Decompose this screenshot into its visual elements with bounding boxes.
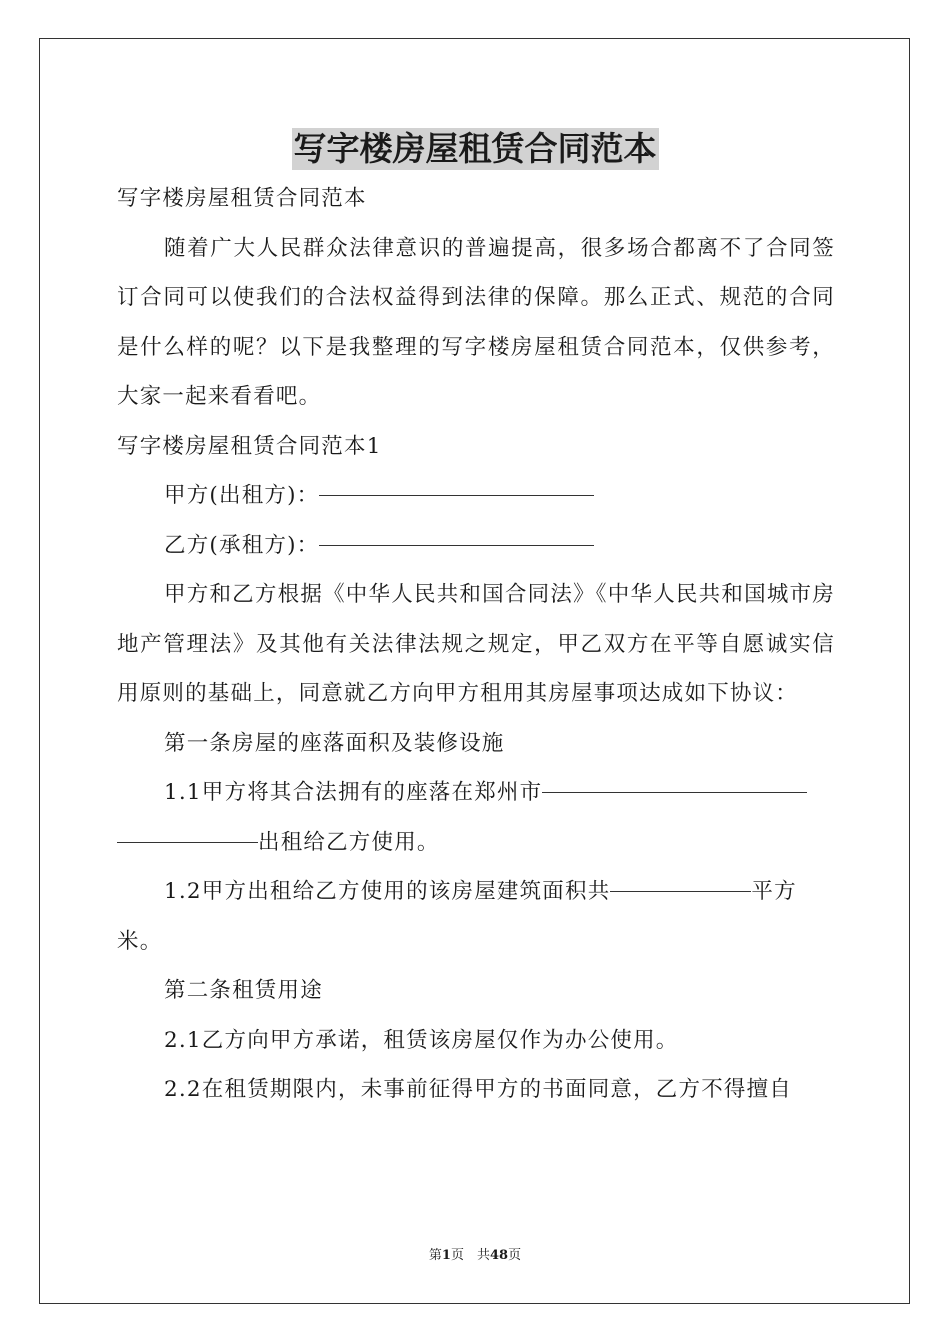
clause-2-2: 2.2在租赁期限内，未事前征得甲方的书面同意，乙方不得擅自 bbox=[164, 1077, 792, 1102]
intro-paragraph: 随着广大人民群众法律意识的普遍提高，很多场合都离不了合同签订合同可以使我们的合法权益得到法律的保障。那么正式、规范的合同是什么样的呢？以下是我整理的写字楼房屋租赁合同范本，仅供参考，大家一起来看看吧。 bbox=[117, 235, 835, 409]
party-a-blank bbox=[319, 494, 594, 496]
footer-prefix: 第 bbox=[428, 1248, 442, 1263]
clause-1-2-text: 1.2甲方出租给乙方使用的该房屋建筑面积共 bbox=[164, 879, 611, 904]
page-footer bbox=[0, 1247, 950, 1265]
clause-1-1-end: 出租给乙方使用。 bbox=[258, 829, 440, 855]
article-2-title: 第二条租赁用途 bbox=[164, 978, 323, 1003]
clause-1-2-line-2: 米。 bbox=[117, 928, 163, 954]
section-heading: 写字楼房屋租赁合同范本1 bbox=[117, 433, 382, 459]
party-b-label: 乙方(承租方)： bbox=[164, 532, 320, 558]
document-body bbox=[117, 174, 835, 1115]
document-title: 写字楼房屋租赁合同范本 bbox=[293, 129, 657, 168]
footer-suffix: 页 bbox=[508, 1248, 522, 1263]
agreement-paragraph: 甲方和乙方根据《中华人民共和国合同法》《中华人民共和国城市房地产管理法》及其他有关法律法规之规定，甲乙双方在平等自愿诚实信用原则的基础上，同意就乙方向甲方租用其房屋事项达成如下协议： bbox=[117, 582, 835, 706]
party-a-label: 甲方(出租方)： bbox=[164, 483, 320, 508]
document-subtitle: 写字楼房屋租赁合同范本 bbox=[117, 186, 367, 211]
footer-current-page: 1 bbox=[441, 1248, 451, 1263]
address-blank-1 bbox=[542, 791, 807, 793]
clause-1-1-line-1 bbox=[117, 768, 835, 818]
address-blank-2 bbox=[117, 841, 258, 843]
clause-1-1-text: 1.1甲方将其合法拥有的座落在郑州市 bbox=[164, 780, 543, 805]
footer-total-pages: 48 bbox=[489, 1248, 509, 1263]
area-blank bbox=[610, 890, 751, 892]
clause-1-2-line-1 bbox=[117, 867, 835, 917]
party-b-blank bbox=[319, 544, 594, 546]
footer-mid: 页 共 bbox=[450, 1248, 490, 1263]
party-a-line bbox=[117, 471, 835, 521]
party-b-line bbox=[117, 521, 835, 571]
clause-1-1-line-2 bbox=[117, 818, 835, 868]
clause-2-1: 2.1乙方向甲方承诺，租赁该房屋仅作为办公使用。 bbox=[164, 1027, 679, 1053]
clause-1-2-unit-a: 平方 bbox=[751, 879, 797, 904]
title-container bbox=[0, 128, 950, 170]
article-1-title: 第一条房屋的座落面积及装修设施 bbox=[164, 730, 505, 756]
